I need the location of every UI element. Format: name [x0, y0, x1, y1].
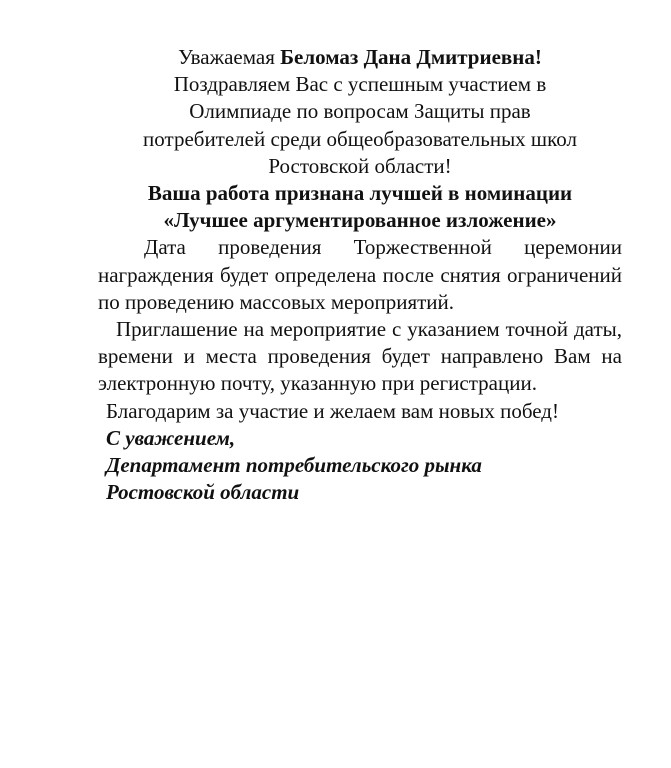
letter-body — [98, 44, 622, 506]
ceremony-paragraph: Дата проведения Торжественной церемонии награждения будет определена после снятия ограничений по проведению массовых мероприятий. — [98, 235, 622, 314]
congrats-line-3: потребителей среди общеобразовательных школ — [143, 126, 577, 151]
congrats-line-4: Ростовской области! — [268, 153, 452, 178]
greeting-prefix: Уважаемая — [178, 45, 281, 69]
congrats-line-2: Олимпиаде по вопросам Защиты прав — [189, 99, 531, 124]
congrats-line-1: Поздравляем Вас с успешным участием в — [173, 72, 547, 97]
award-line-2: «Лучшее аргументированное изложение» — [163, 208, 557, 233]
award-line-1: Ваша работа признана лучшей в номинации — [147, 181, 573, 206]
invitation-paragraph: Приглашение на мероприятие с указанием точной даты, времени и места проведения будет направлено Вам на электронную почту, указанную при регистрации. — [98, 317, 622, 396]
thanks-line: Благодарим за участие и желаем вам новых побед! — [106, 398, 559, 423]
signature-line-2: Департамент потребительского рынка — [106, 453, 482, 478]
greeting-line — [98, 44, 622, 71]
signature-line-1: С уважением, — [106, 425, 236, 450]
signature-line-3: Ростовской области — [106, 480, 300, 505]
recipient-name: Беломаз Дана Дмитриевна! — [280, 45, 542, 69]
